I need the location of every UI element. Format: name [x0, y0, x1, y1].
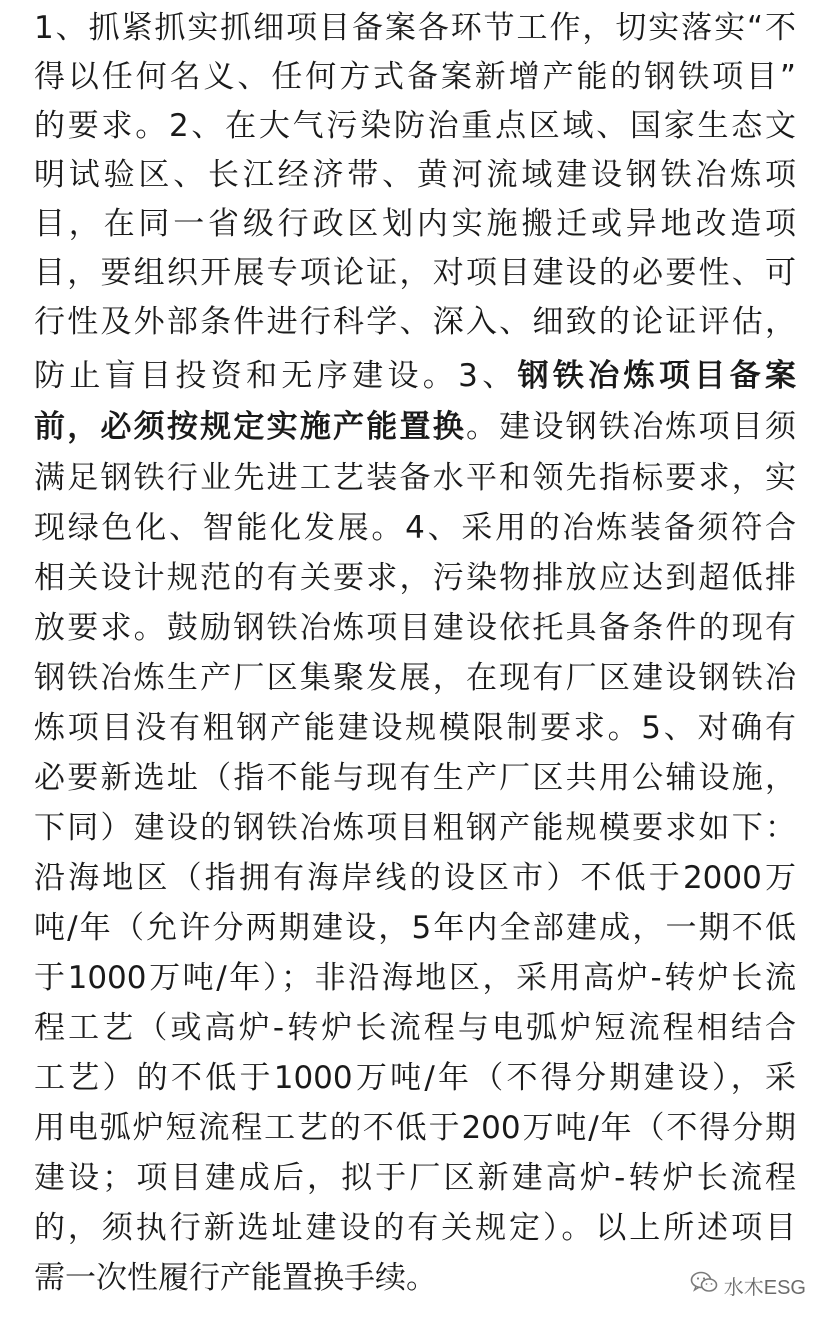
bold-emphasis: 钢铁冶炼项目备案 [517, 358, 796, 394]
text-line: 满足钢铁行业先进工艺装备水平和领先指标要求，实 [34, 460, 796, 496]
watermark-label: 水木ESG [723, 1276, 806, 1299]
text-line: 钢铁冶炼生产厂区集聚发展，在现有厂区建设钢铁冶 [34, 660, 796, 696]
text-line: 下同）建设的钢铁冶炼项目粗钢产能规模要求如下： [34, 810, 796, 846]
text-line [34, 351, 796, 401]
text-line: 明试验区、长江经济带、黄河流域建设钢铁冶炼项 [34, 157, 796, 193]
text-line: 程工艺（或高炉-转炉长流程与电弧炉短流程相结合 [34, 1010, 796, 1046]
text-line: 吨/年（允许分两期建设，5年内全部建成，一期不低 [34, 910, 796, 946]
text-segment: 。建设钢铁冶炼项目须 [465, 409, 796, 445]
text-line: 沿海地区（指拥有海岸线的设区市）不低于2000万 [34, 860, 796, 896]
text-line: 工艺）的不低于1000万吨/年（不得分期建设），采 [34, 1060, 796, 1096]
text-line: 行性及外部条件进行科学、深入、细致的论证评估， [34, 304, 796, 340]
text-line: 目，在同一省级行政区划内实施搬迁或异地改造项 [34, 206, 796, 242]
text-line: 的，须执行新选址建设的有关规定）。以上所述项目 [34, 1210, 796, 1246]
text-line: 用电弧炉短流程工艺的不低于200万吨/年（不得分期 [34, 1110, 796, 1146]
text-line: 放要求。鼓励钢铁冶炼项目建设依托具备条件的现有 [34, 610, 796, 646]
text-line: 炼项目没有粗钢产能建设规模限制要求。5、对确有 [34, 710, 796, 746]
text-line: 相关设计规范的有关要求，污染物排放应达到超低排 [34, 560, 796, 596]
text-line [34, 402, 796, 452]
text-segment: 防止盲目投资和无序建设。3、 [34, 358, 518, 394]
bold-emphasis: 前，必须按规定实施产能置换 [34, 409, 466, 445]
text-line: 的要求。2、在大气污染防治重点区域、国家生态文 [34, 108, 796, 144]
text-line: 目，要组织开展专项论证，对项目建设的必要性、可 [34, 255, 796, 291]
watermark [690, 1270, 806, 1300]
text-line: 必要新选址（指不能与现有生产厂区共用公辅设施， [34, 760, 796, 796]
text-line: 建设；项目建成后，拟于厂区新建高炉-转炉长流程 [34, 1160, 796, 1196]
text-line: 1、抓紧抓实抓细项目备案各环节工作，切实落实“不 [34, 10, 796, 46]
text-line: 于1000万吨/年）；非沿海地区，采用高炉-转炉长流 [34, 960, 796, 996]
text-line: 现绿色化、智能化发展。4、采用的冶炼装备须符合 [34, 510, 796, 546]
text-line: 需一次性履行产能置换手续。 [34, 1260, 437, 1296]
text-line: 得以任何名义、任何方式备案新增产能的钢铁项目” [34, 59, 796, 95]
wechat-icon [690, 1270, 718, 1300]
